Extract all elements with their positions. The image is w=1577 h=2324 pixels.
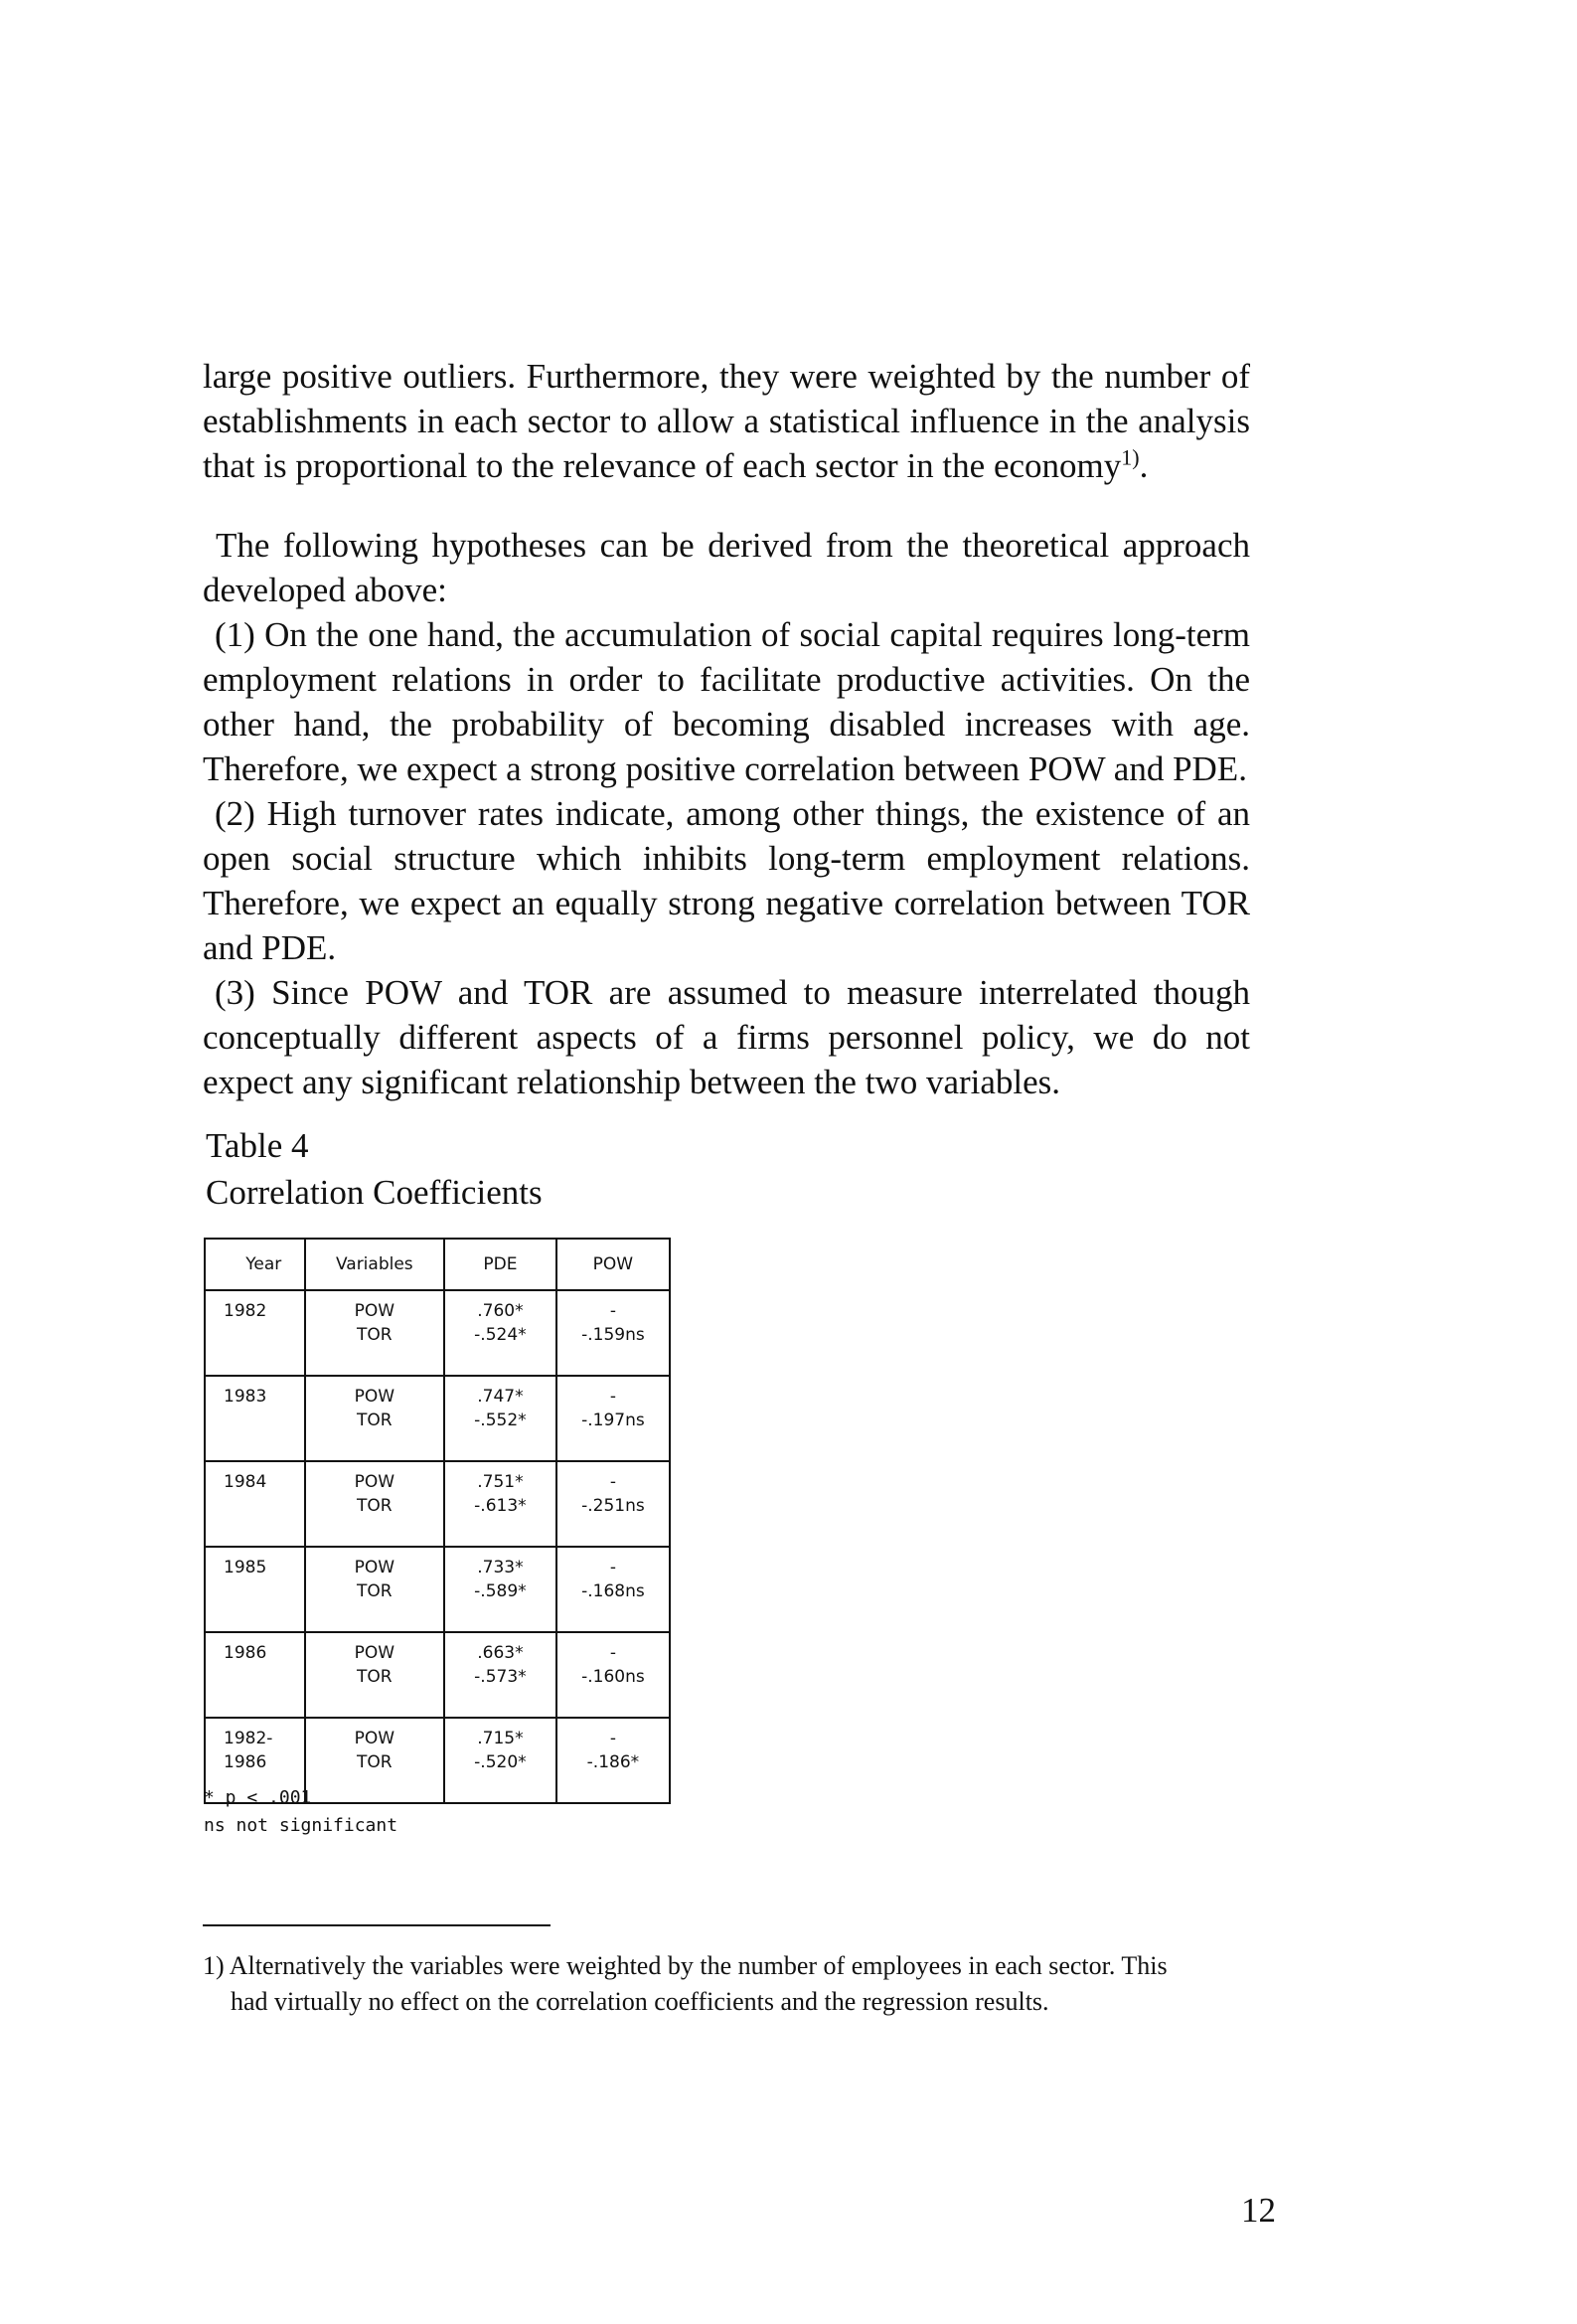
table-label: Table 4 bbox=[206, 1126, 309, 1165]
year-cell: 1985 bbox=[205, 1547, 305, 1632]
pow-cell: - -.160ns bbox=[556, 1632, 670, 1718]
table-caption bbox=[206, 1122, 543, 1216]
footnote-line-1: Alternatively the variables were weighted by the number of employees in each sector. This bbox=[229, 1951, 1168, 1980]
pow-cell: - -.251ns bbox=[556, 1461, 670, 1547]
footnote bbox=[203, 1948, 1276, 2020]
page-number: 12 bbox=[1241, 2191, 1276, 2230]
year-cell: 1986 bbox=[205, 1632, 305, 1718]
pde-cell: .663* -.573* bbox=[444, 1632, 556, 1718]
footnote-marker: 1) bbox=[203, 1951, 225, 1980]
variables-cell: POW TOR bbox=[305, 1376, 444, 1461]
year-cell: 1982- 1986 bbox=[205, 1718, 305, 1803]
hypothesis-3: (3) Since POW and TOR are assumed to measure interrelated though conceptually different aspects of a firms personnel policy, we do not expect any significant relationship between the two variables. bbox=[203, 973, 1250, 1101]
pde-cell: .760* -.524* bbox=[444, 1290, 556, 1376]
hypotheses-section bbox=[203, 523, 1250, 1104]
footnote-line-2: had virtually no effect on the correlation coefficients and the regression results. bbox=[231, 1987, 1049, 2016]
table-row bbox=[205, 1461, 670, 1547]
variables-cell: POW TOR bbox=[305, 1461, 444, 1547]
pow-cell: - -.159ns bbox=[556, 1290, 670, 1376]
table-notes bbox=[204, 1784, 397, 1840]
variables-cell: POW TOR bbox=[305, 1290, 444, 1376]
table-header-row bbox=[205, 1239, 670, 1290]
pow-cell: - -.168ns bbox=[556, 1547, 670, 1632]
table-row bbox=[205, 1547, 670, 1632]
pow-cell: - -.197ns bbox=[556, 1376, 670, 1461]
intro-text: large positive outliers. Furthermore, they were weighted by the number of establishments in each sector to allow a statistical influence in the analysis that is proportional to the relevance of each sector in the economy bbox=[203, 357, 1250, 485]
pde-cell: .751* -.613* bbox=[444, 1461, 556, 1547]
significance-note: * p < .001 bbox=[204, 1787, 312, 1808]
hypothesis-2: (2) High turnover rates indicate, among other things, the existence of an open social structure which inhibits long-term employment relations. Therefore, we expect an equally strong negative correlation between TOR and PDE. bbox=[203, 794, 1250, 967]
intro-end: . bbox=[1139, 446, 1149, 485]
year-cell: 1983 bbox=[205, 1376, 305, 1461]
header-pde: PDE bbox=[444, 1239, 556, 1290]
variables-cell: POW TOR bbox=[305, 1632, 444, 1718]
intro-paragraph bbox=[203, 354, 1250, 488]
variables-cell: POW TOR bbox=[305, 1718, 444, 1803]
pde-cell: .747* -.552* bbox=[444, 1376, 556, 1461]
pde-cell: .733* -.589* bbox=[444, 1547, 556, 1632]
header-year: Year bbox=[205, 1239, 305, 1290]
correlation-table bbox=[204, 1238, 671, 1804]
table-row bbox=[205, 1376, 670, 1461]
ns-note: ns not significant bbox=[204, 1815, 398, 1836]
pde-cell: .715* -.520* bbox=[444, 1718, 556, 1803]
pow-cell: - -.186* bbox=[556, 1718, 670, 1803]
variables-cell: POW TOR bbox=[305, 1547, 444, 1632]
hypothesis-1: (1) On the one hand, the accumulation of social capital requires long-term employment relations in order to facilitate productive activities. On the other hand, the probability of becoming disabled increases with age. Therefore, we expect a strong positive correlation between POW and PDE. bbox=[203, 615, 1250, 788]
table-row bbox=[205, 1290, 670, 1376]
footnote-reference[interactable]: 1) bbox=[1121, 444, 1140, 470]
table-row bbox=[205, 1632, 670, 1718]
footnote-divider bbox=[203, 1924, 551, 1926]
hypotheses-lead: The following hypotheses can be derived from the theoretical approach developed above: bbox=[203, 526, 1250, 609]
header-pow: POW bbox=[556, 1239, 670, 1290]
header-variables: Variables bbox=[305, 1239, 444, 1290]
year-cell: 1984 bbox=[205, 1461, 305, 1547]
table-title: Correlation Coefficients bbox=[206, 1173, 543, 1212]
year-cell: 1982 bbox=[205, 1290, 305, 1376]
